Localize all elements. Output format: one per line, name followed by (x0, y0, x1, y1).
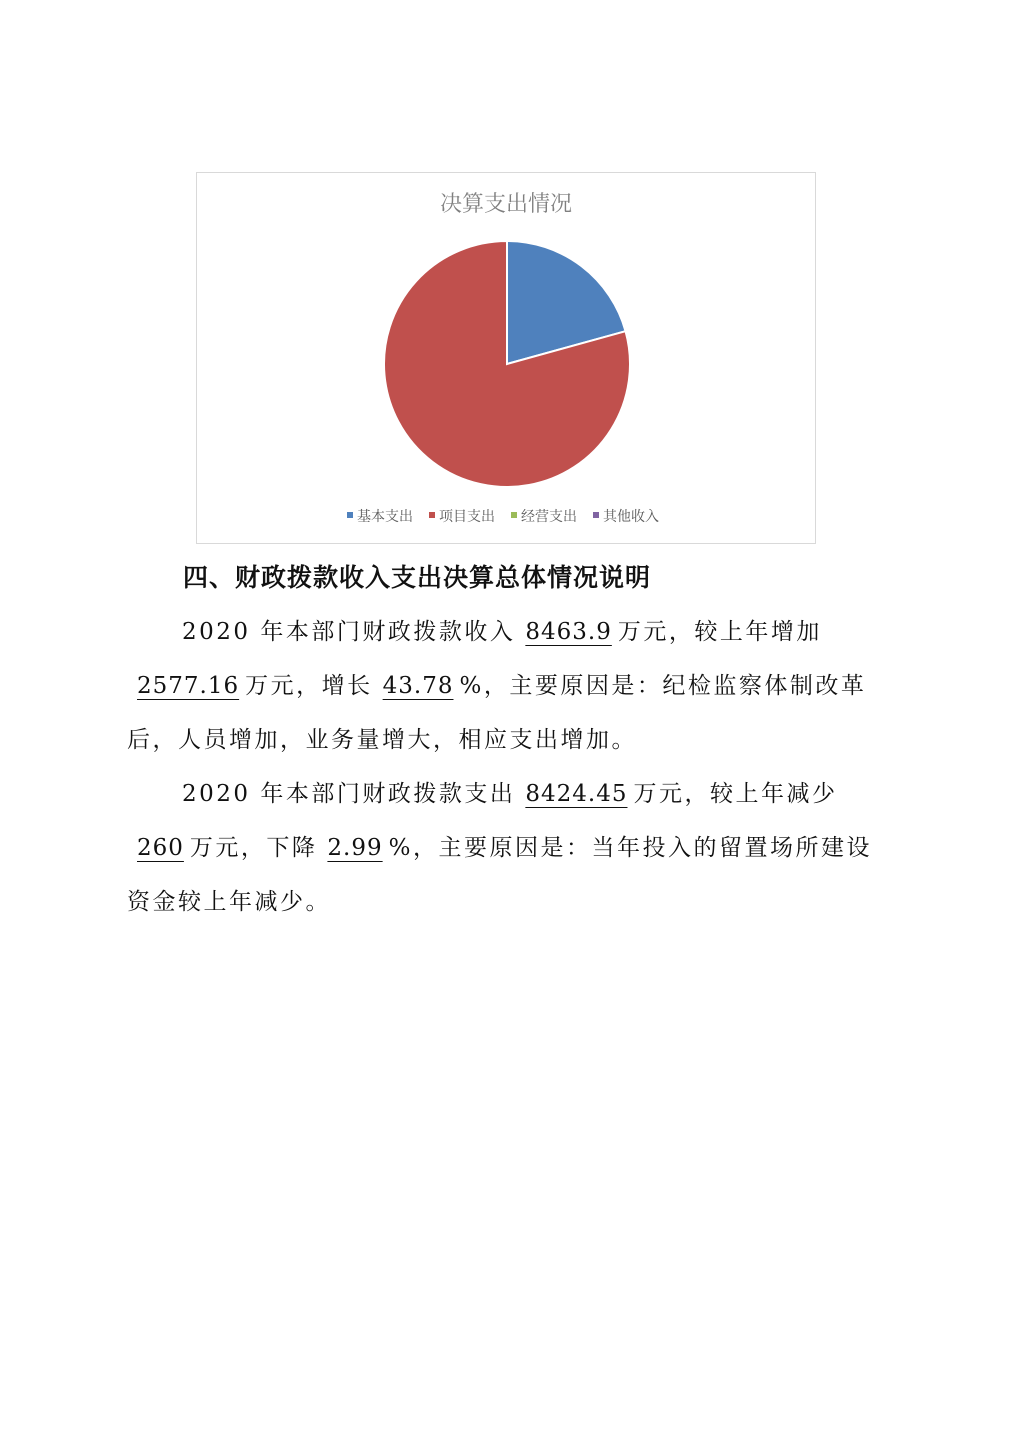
income-increase: 2577.16 (137, 673, 240, 699)
income-paragraph (127, 605, 897, 767)
expense-text-3: 万元，下降 (189, 835, 318, 861)
expense-paragraph (127, 767, 897, 929)
legend-label-2: 项目支出 (439, 509, 495, 525)
legend-label-3: 经营支出 (521, 509, 577, 525)
expense-text-4: %，主要原因是：当年投入的留置场所建设资金较上年减少。 (127, 835, 872, 915)
income-text-3: 万元，增长 (245, 673, 373, 699)
income-text-1: 2020 年本部门财政拨款收入 (182, 619, 516, 645)
expense-decrease: 260 (137, 835, 184, 861)
section-heading: 四、财政拨款收入支出决算总体情况说明 (183, 563, 652, 592)
expense-decline-rate: 2.99 (327, 835, 383, 861)
chart-title: 决算支出情况 (439, 192, 573, 217)
legend-swatch-1 (347, 512, 353, 518)
expense-amount: 8424.45 (525, 781, 628, 807)
income-text-2: 万元，较上年增加 (617, 619, 822, 645)
legend-label-1: 基本支出 (357, 509, 413, 525)
legend-swatch-3 (511, 512, 517, 518)
pie-slices (384, 241, 630, 487)
legend-swatch-4 (593, 512, 599, 518)
legend-swatch-2 (429, 512, 435, 518)
pie-chart-canvas (197, 173, 815, 543)
legend-label-4: 其他收入 (603, 509, 659, 525)
income-amount: 8463.9 (525, 619, 612, 645)
expenditure-pie-chart (196, 172, 816, 544)
income-text-4: %，主要原因是：纪检监察体制改革后，人员增加，业务量增大，相应支出增加。 (127, 673, 867, 753)
chart-legend (347, 508, 659, 525)
expense-text-1: 2020 年本部门财政拨款支出 (182, 781, 516, 807)
income-growth-rate: 43.78 (382, 673, 454, 699)
expense-text-2: 万元，较上年减少 (633, 781, 838, 807)
